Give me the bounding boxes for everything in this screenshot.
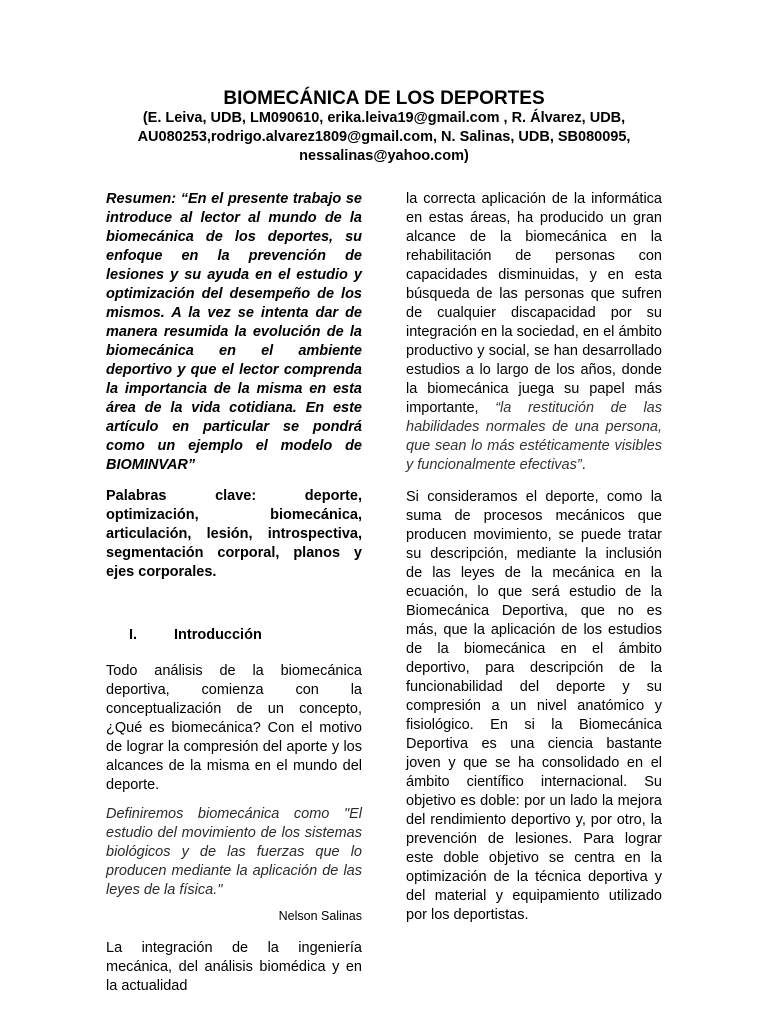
right-column <box>406 190 662 925</box>
section-number: I. <box>129 627 138 643</box>
definition-quote: Definiremos biomecánica como "El estudio del movimiento de los sistemas biológicos y de las fuerzas que lo producen mediante la aplicación de las leyes de la física." <box>106 806 362 898</box>
rehabilitation-end: . <box>581 457 586 473</box>
rehabilitation-quote: “la restitución de las habilidades normales de una persona, que sean lo más estéticamente visibles y funcionalmente efectivas” <box>406 400 662 473</box>
sport-mechanics-paragraph: Si consideramos el deporte, como la suma de procesos mecánicos que producen movimiento, se puede tratar su descripción, mediante la inclusión de las leyes de la mecánica en la ecuación, lo que será estudio de la Biomecánica Deportiva, que no es más, que la aplicación de los estudios de la biomecánica en el ámbito deportivo, para descripción de la funcionabilidad del deporte y su compresión a un nivel anatómico y fisiológico. En si la Biomecánica Deportiva es una ciencia bastante joven y que se ha consolidado en el ámbito científico internacional. Su objetivo es doble: por un lado la mejora del rendimiento deportivo y, por otro, la prevención de lesiones. Para lograr este doble objetivo se centra en la optimización de la técnica deportiva y del material y equipamiento utilizado por los deportistas. <box>406 489 662 923</box>
paper-title: BIOMECÁNICA DE LOS DEPORTES <box>223 88 545 109</box>
keywords: Palabras clave: deporte, optimización, biomecánica, articulación, lesión, introspectiva, segmentación corporal, planos y ejes corporales. <box>106 488 362 580</box>
author-list: (E. Leiva, UDB, LM090610, erika.leiva19@gmail.com , R. Álvarez, UDB, AU080253,rodrigo.alvarez1809@gmail.com, N. Salinas, UDB, SB080095, nessalinas@yahoo.com) <box>137 110 631 164</box>
abstract <box>106 190 362 475</box>
integration-paragraph: La integración de la ingeniería mecánica, del análisis biomédica y en la actualidad <box>106 940 362 994</box>
section-title: Introducción <box>174 627 262 643</box>
quote-attribution: Nelson Salinas <box>278 909 362 923</box>
left-column <box>106 190 362 996</box>
abstract-text: “En el presente trabajo se introduce al lector al mundo de la biomecánica de los deportes, su enfoque en la prevención de lesiones y su ayuda en el estudio y optimización del desempeño de los mismos. A la vez se intenta dar de manera resumida la evolución de la biomecánica en el ambiente deportivo y que el lector comprenda la importancia de la misma en esta área de la vida cotidiana. En este artículo en particular se pondrá como un ejemplo el modelo de BIOMINVAR” <box>106 191 362 473</box>
rehabilitation-text: la correcta aplicación de la informática en estas áreas, ha producido un gran alcance de la biomecánica en la rehabilitación de personas con capacidades disminuidas, y en esta búsqueda de las personas que sufren de cualquier discapacidad por su integración en la sociedad, en el ámbito productivo y social, se han desarrollado estudios a lo largo de los años, donde la biomecánica juega su papel más importante, <box>406 191 662 416</box>
section-heading <box>106 626 362 645</box>
intro-paragraph: Todo análisis de la biomecánica deportiva, comienza con la conceptualización de un concepto, ¿Qué es biomecánica? Con el motivo de lograr la compresión del aporte y los alcances de la misma en el mundo del deporte. <box>106 663 362 793</box>
rehabilitation-paragraph <box>406 190 662 475</box>
abstract-label: Resumen: <box>106 191 177 207</box>
